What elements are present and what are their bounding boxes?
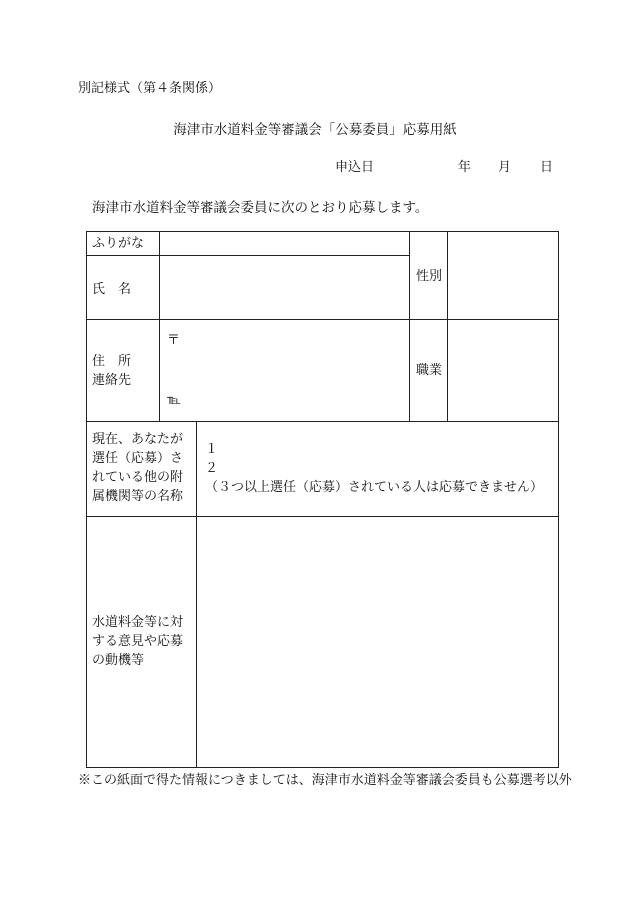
address-field[interactable] — [160, 320, 409, 421]
furigana-label: ふりがな — [92, 236, 145, 251]
postal-mark: 〒 — [167, 333, 181, 348]
table-border-bottom — [86, 767, 559, 768]
occupation-field[interactable] — [448, 320, 558, 421]
other-committees-label-line: 現在、あなたが — [92, 432, 184, 447]
footer-note: ※この紙面で得た情報につきましては、海津市水道料金等審議会委員も公募選考以外 — [78, 773, 572, 788]
other-committees-note: （３つ以上選任（応募）されている人は応募できません） — [205, 480, 544, 495]
tel-mark: ℡ — [167, 393, 181, 408]
other-committees-label-line: れている他の附 — [92, 470, 184, 485]
table-rule-value-column — [409, 231, 410, 422]
table-border-right — [558, 231, 559, 768]
other-committees-line-2: ２ — [205, 461, 219, 476]
form-reference: 別記様式（第４条関係） — [78, 81, 222, 96]
application-date-label: 申込日 — [335, 160, 375, 175]
gender-field[interactable] — [448, 232, 558, 319]
other-committees-line-1: １ — [205, 442, 219, 457]
gender-label: 性別 — [416, 269, 443, 284]
other-committees-label — [92, 430, 183, 506]
other-committees-label-line: 選任（応募）さ — [92, 451, 184, 466]
month-label: 月 — [498, 160, 512, 175]
opinion-label-line: の動機等 — [92, 653, 145, 668]
furigana-field[interactable] — [160, 232, 409, 255]
contact-label: 連絡先 — [92, 373, 132, 388]
other-committees-label-line: 属機関等の名称 — [92, 489, 184, 504]
address-label: 住 所 — [92, 354, 132, 369]
opinion-label — [92, 613, 183, 670]
day-label: 日 — [540, 160, 554, 175]
table-rule-address — [86, 421, 559, 422]
name-label: 氏 名 — [92, 282, 132, 297]
table-border-left — [86, 231, 87, 768]
name-field[interactable] — [160, 256, 409, 319]
year-label: 年 — [458, 160, 472, 175]
opinion-label-line: 水道料金等に対 — [92, 615, 184, 630]
other-committees-lines[interactable] — [205, 440, 543, 497]
opinion-label-line: する意見や応募 — [92, 634, 184, 649]
intro-statement: 海津市水道料金等審議会委員に次のとおり応募します。 — [92, 200, 429, 216]
occupation-label: 職業 — [416, 363, 443, 378]
document-title: 海津市水道料金等審議会「公募委員」応募用紙 — [173, 122, 457, 138]
opinion-field[interactable] — [197, 517, 558, 767]
